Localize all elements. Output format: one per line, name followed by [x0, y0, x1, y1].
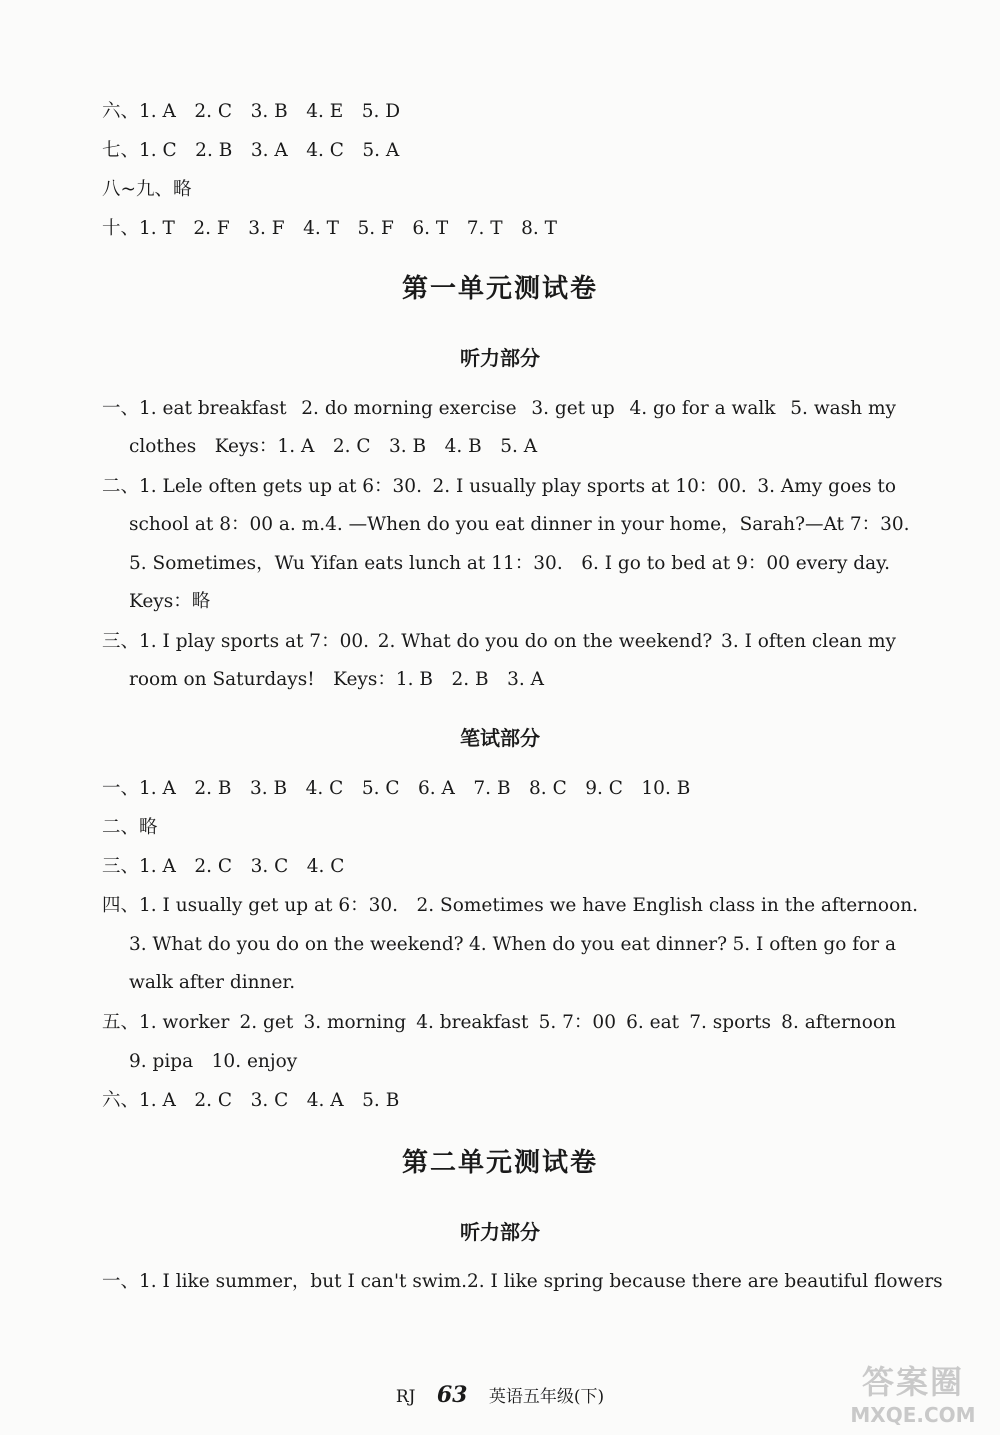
unit1-listening-3b: room on Saturdays! Keys：1. B 2. B 3. A [129, 669, 544, 690]
answer-line-7: 七、1. C 2. B 3. A 4. C 5. A [102, 140, 400, 161]
unit1-listening-2a: 二、1. Lele often gets up at 6：30. 2. I usually play sports at 10：00. 3. Amy goes to [102, 476, 896, 497]
unit1-listening-heading: 听力部分 [460, 346, 540, 370]
unit1-listening-2b: school at 8：00 a. m. 4. —When do you eat dinner in your home，Sarah? —At 7：30. [129, 514, 910, 535]
unit1-writing-4c: walk after dinner. [129, 972, 296, 993]
unit1-writing-4b: 3. What do you do on the weekend? 4. When do you eat dinner? 5. I often go for a [129, 934, 896, 955]
page-number: 63 [436, 1382, 468, 1408]
watermark-url: MXQE.COM [850, 1403, 976, 1427]
unit1-writing-6: 六、1. A 2. C 3. C 4. A 5. B [102, 1090, 400, 1111]
unit1-writing-5a: 五、1. worker 2. get 3. morning 4. breakfast 5. 7：00 6. eat 7. sports 8. afternoon [102, 1012, 896, 1033]
unit1-writing-heading: 笔试部分 [460, 726, 540, 750]
unit1-writing-2: 二、略 [102, 817, 158, 838]
unit2-listening-heading: 听力部分 [460, 1220, 540, 1244]
answer-line-8-9: 八~九、略 [102, 179, 192, 200]
book-subject: 英语五年级(下) [488, 1387, 605, 1407]
unit2-title: 第二单元测试卷 [401, 1148, 598, 1178]
unit1-listening-1b: clothes Keys：1. A 2. C 3. B 4. B 5. A [129, 436, 538, 457]
watermark-logo-text: 答案圈 [861, 1363, 964, 1401]
answer-line-6: 六、1. A 2. C 3. B 4. E 5. D [102, 101, 401, 122]
edition-code: RJ [395, 1387, 416, 1407]
answer-line-10: 十、1. T 2. F 3. F 4. T 5. F 6. T 7. T 8. T [102, 218, 557, 239]
unit1-writing-4a: 四、1. I usually get up at 6：30. 2. Sometimes we have English class in the afternoon. [102, 895, 918, 916]
unit1-listening-2c: 5. Sometimes，Wu Yifan eats lunch at 11：30. 6. I go to bed at 9：00 every day. [129, 553, 891, 574]
unit1-listening-3a: 三、1. I play sports at 7：00. 2. What do you do on the weekend? 3. I often clean my [102, 631, 896, 652]
unit1-listening-1a: 一、1. eat breakfast 2. do morning exercise 3. get up 4. go for a walk 5. wash my [102, 398, 896, 419]
unit1-listening-2d: Keys：略 [129, 591, 211, 612]
unit1-writing-1: 一、1. A 2. B 3. B 4. C 5. C 6. A 7. B 8. C 9. C 10. B [102, 778, 691, 799]
unit1-writing-5b: 9. pipa 10. enjoy [129, 1051, 298, 1072]
site-watermark [838, 1357, 988, 1427]
unit1-writing-3: 三、1. A 2. C 3. C 4. C [102, 856, 345, 877]
unit2-listening-1a: 一、1. I like summer，but I can't swim. 2. I like spring because there are beautiful flowers [102, 1271, 943, 1292]
unit1-title: 第一单元测试卷 [401, 274, 598, 304]
